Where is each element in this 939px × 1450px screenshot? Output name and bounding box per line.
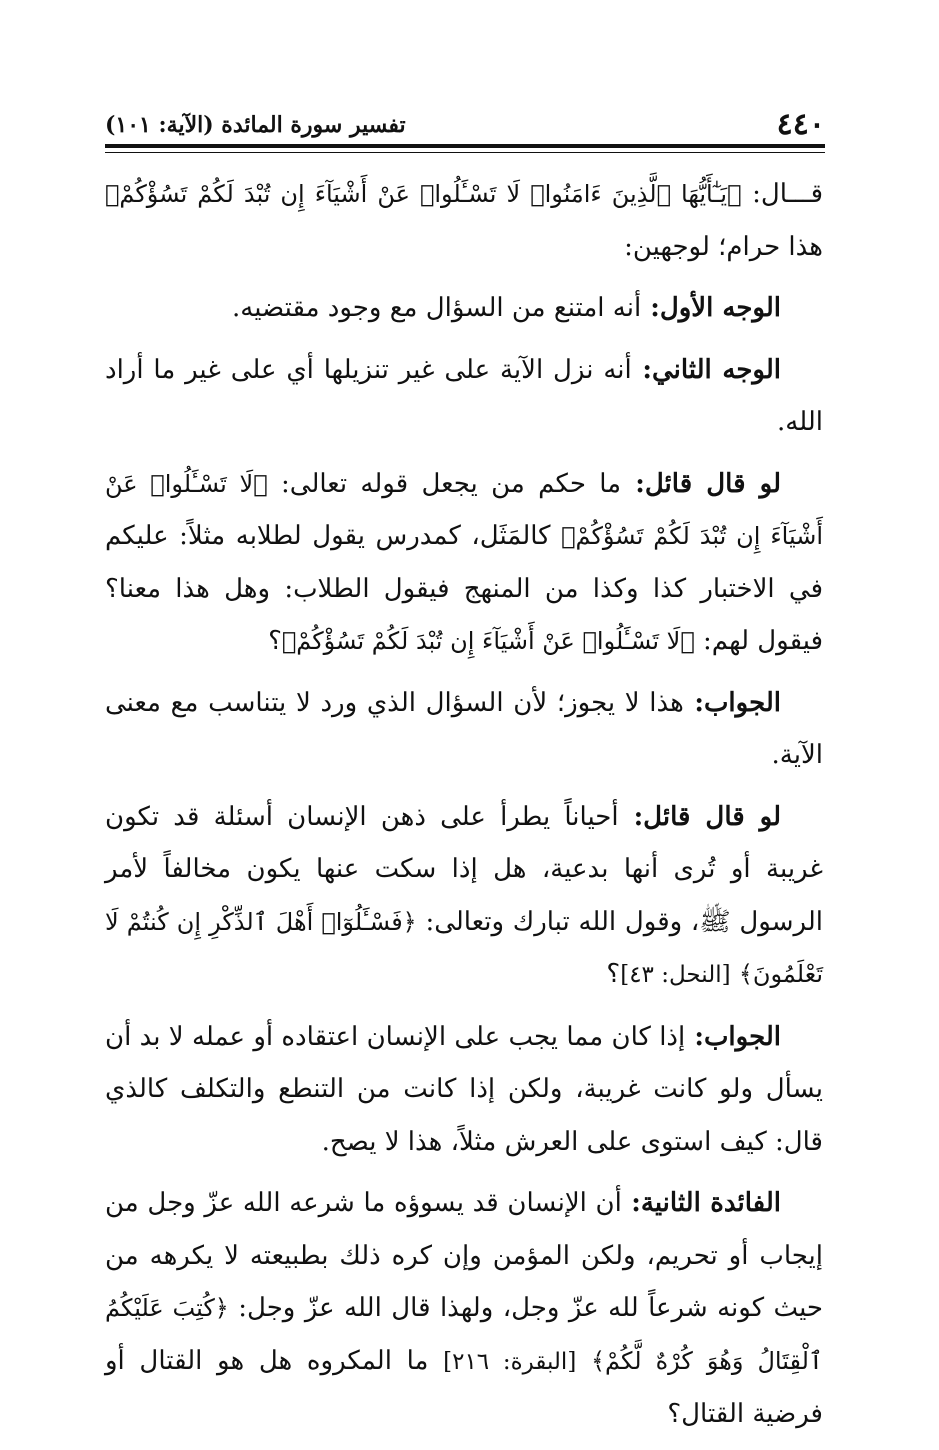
paragraph-lead: الوجه الأول: (641, 293, 781, 323)
paragraph-text: ؟ (606, 959, 621, 989)
header-rule-thin (105, 152, 825, 153)
paragraph-text: قـــال: (741, 179, 824, 209)
paragraph (105, 168, 823, 273)
paragraph-lead: الفائدة الثانية: (621, 1188, 781, 1218)
paragraph-text: هذا لا يجوز؛ لأن السؤال الذي ورد لا يتناسب مع معنى الآية. (105, 687, 823, 770)
page-number: ٤٤٠ (776, 107, 825, 142)
paragraph-text: ما حكم من يجعل قوله تعالى: (267, 468, 622, 499)
paragraph-text: ؟ (268, 626, 282, 656)
quran-verse: ﴿كُتِبَ عَلَيْكُمُ ٱلْقِتَالُ وَهُوَ كُرْهٌ لَّكُمْ﴾ (105, 1294, 823, 1375)
header-rule-thick (105, 144, 825, 148)
paragraph (105, 282, 823, 335)
paragraph-text: أحياناً يطرأ على ذهن الإنسان أسئلة قد تكون غريبة أو تُرى أنها بدعية، هل إذا سكت عنها يكون مخالفاً لأمر الرسول ﷺ، وقول الله تبارك وتعالى: (105, 801, 823, 937)
paragraph-text: أن الإنسان قد يسوؤه ما شرعه الله عزّ وجل من إيجاب أو تحريم، ولكن المؤمن وإن كره ذلك بطبيعته لا يكرهه من حيث كونه شرعاً لله عزّ وجل، ولهذا قال الله عزّ وجل: (105, 1188, 823, 1323)
paragraph (105, 1177, 823, 1441)
paragraph-text: هذا حرام؛ لوجهين: (624, 231, 823, 262)
quran-verse: ﴿لَا تَسْـَٔلُوا۟ عَنْ أَشْيَآءَ إِن تُبْدَ لَكُمْ تَسُؤْكُمْ﴾ (105, 469, 823, 550)
quran-verse: ﴿يَـٰٓأَيُّهَا ٱلَّذِينَ ءَامَنُوا۟ لَا تَسْـَٔلُوا۟ عَنْ أَشْيَآءَ إِن تُبْدَ لَكُمْ تَسُؤْكُمْ﴾ (105, 180, 742, 208)
paragraph-text: أنه امتنع من السؤال مع وجود مقتضيه. (232, 293, 642, 323)
paragraph (105, 791, 823, 1002)
paragraph-lead: الوجه الثاني: (631, 354, 781, 385)
paragraph-lead: الجواب: (685, 1021, 781, 1052)
paragraph-lead: الجواب: (683, 687, 781, 718)
paragraph-text: إذا كان مما يجب على الإنسان اعتقاده أو عمله لا بد أن يسأل ولو كانت غريبة، ولكن إذا كانت من التنطع والتكلف كالذي قال: كيف استوى على العرش مثلاً، هذا لا يصح. (105, 1021, 823, 1157)
paragraph-text (731, 959, 739, 989)
paragraph-lead: لو قال قائل: (621, 468, 781, 499)
paragraph-text (576, 1346, 591, 1376)
quran-verse: ﴿فَسْـَٔلُوٓا۟ أَهْلَ ٱلذِّكْرِ إِن كُنتُمْ لَا تَعْلَمُونَ﴾ (105, 907, 823, 988)
paragraph (105, 1011, 823, 1169)
paragraph (105, 677, 823, 782)
verse-reference: [البقرة: ٢١٦] (443, 1348, 577, 1375)
paragraph-lead: لو قال قائل: (618, 801, 781, 832)
paragraph (105, 458, 823, 668)
paragraph-text: أنه نزل الآية على غير تنزيلها أي على غير ما أراد الله. (105, 354, 823, 437)
paragraph-text: ما المكروه هل هو القتال أو فرضية القتال؟ (105, 1345, 823, 1429)
running-title: تفسير سورة المائدة (الآية: ١٠١) (105, 112, 406, 138)
paragraph-text: كالمَثَل، كمدرس يقول لطلابه مثلاً: عليكم في الاختبار كذا وكذا من المنهج فيقول الطلاب: وهل هذا معنا؟ فيقول لهم: (105, 521, 823, 656)
page-header (105, 108, 825, 142)
paragraph (105, 344, 823, 449)
quran-verse: ﴿لَا تَسْـَٔلُوا۟ عَنْ أَشْيَآءَ إِن تُبْدَ لَكُمْ تَسُؤْكُمْ﴾ (281, 627, 695, 655)
page-body (105, 168, 823, 1450)
verse-reference: [النحل: ٤٣] (620, 962, 731, 988)
